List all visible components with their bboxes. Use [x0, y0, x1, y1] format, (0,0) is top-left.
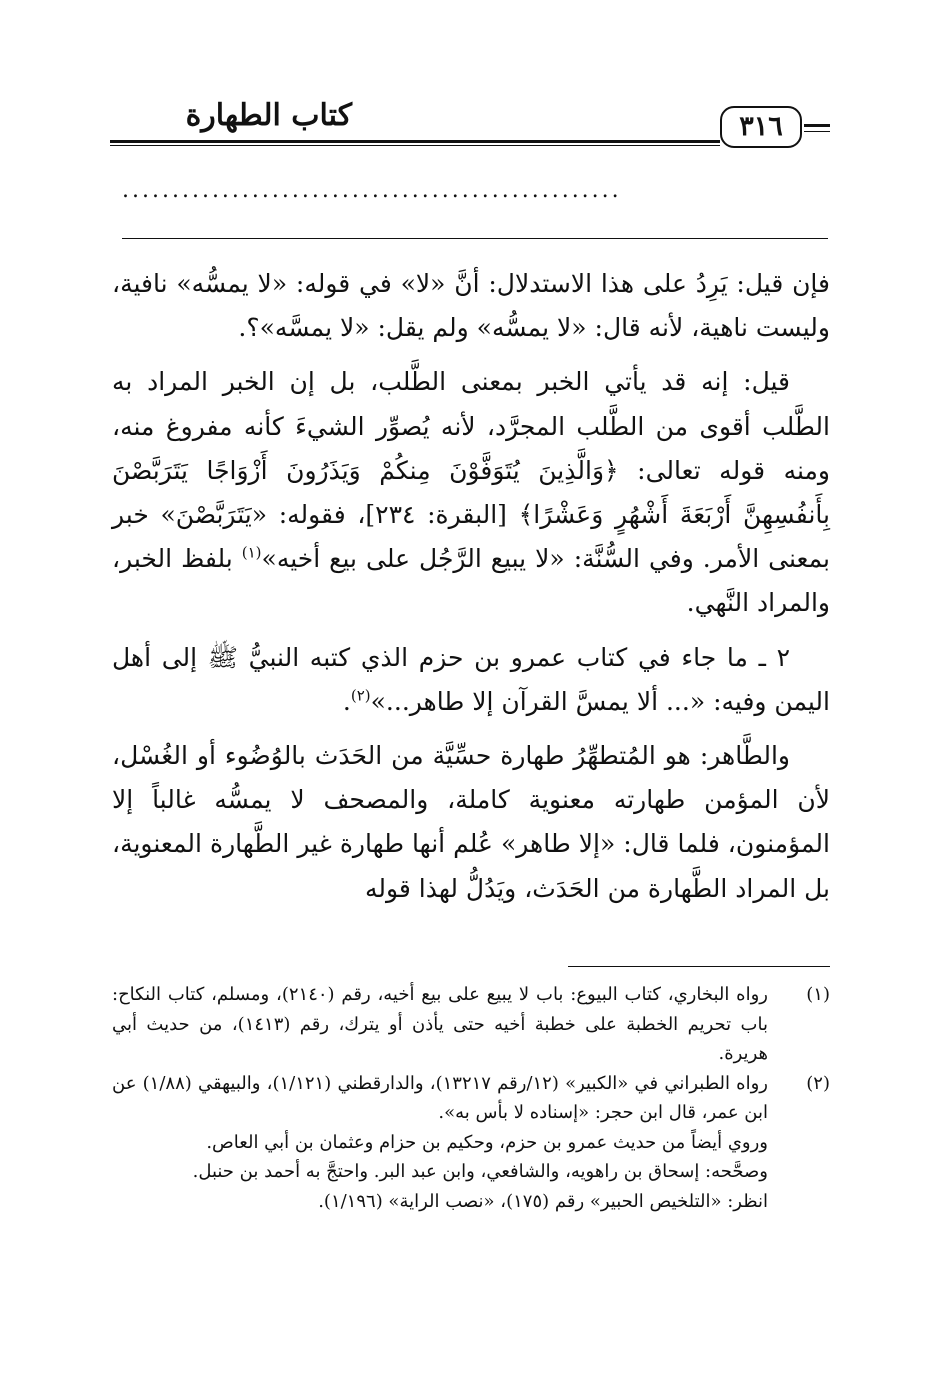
- paragraph-objection: فإن قيل: يَرِدُ على هذا الاستدلال: أنَّ «لا» في قوله: «لا يمسُّه» نافية، وليست ناهية، لأنه قال: «لا يمسُّه» ولم يقل: «لا يمسَّه»؟.: [112, 269, 830, 343]
- paragraph-amr-letter: ٢ ـ ما جاء في كتاب عمرو بن حزم الذي كتبه النبيُّ ﷺ إلى أهل اليمن وفيه: «... ألا يمسَّ القرآن إلا طاهر...»$^{(٢)}$.: [112, 642, 830, 716]
- paragraph-reply: قيل: إنه قد يأتي الخبر بمعنى الطَّلب، بل إن الخبر المراد به الطَّلب أقوى من الطَّلب المجرَّد، لأنه يُصوِّر الشيءَ كأنه مفروغ منه، ومنه قوله تعالى: ﴿وَالَّذِينَ يُتَوَفَّوْنَ مِنكُمْ وَيَذَرُونَ أَزْوَاجًا يَتَرَبَّصْنَ بِأَنفُسِهِنَّ أَرْبَعَةَ أَشْهُرٍ وَعَشْرًا﴾ [البقرة: ٢٣٤]، فقوله: «يَتَرَبَّصْنَ» خبر بمعنى الأمر. وفي السُّنَّة: «لا يبيع الرَّجُل على بيع أخيه»$^{(١)}$ بلفظ الخبر، والمراد النَّهي.: [112, 367, 831, 618]
- header-tail-rule: [804, 124, 830, 127]
- footnote-1: [112, 980, 830, 1069]
- page-number: ٣١٦: [720, 106, 802, 148]
- paragraph-tahir: والطَّاهر: هو المُتطهِّرُ طهارة حسِّيَّة من الحَدَث بالوُضُوء أو الغُسْل، لأن المؤمن طهارته معنوية كاملة، والمصحف لا يمسُّه غالباً إلا المؤمنون، فلما قال: «إلا طاهر» عُلم أنها طهارة غير الطَّهارة المعنوية، بل المراد الطَّهارة من الحَدَث، ويَدُلُّ لهذا قوله: [112, 741, 830, 903]
- header-tail-rule-thin: [804, 131, 830, 132]
- footnote-rule: [568, 966, 830, 967]
- footnote-text: وروي أيضاً من حديث عمرو بن حزم، وحكيم بن حزام وعثمان بن أبي العاص.: [206, 1131, 768, 1153]
- footnote-text: رواه الطبراني في «الكبير» (١٢/رقم ١٣٢١٧)، والدارقطني (١/١٢١)، والبيهقي (١/٨٨) عن ابن عمر، قال ابن حجر: «إسناده لا بأس به».: [112, 1072, 768, 1123]
- header-rule-thin: [110, 145, 720, 146]
- footnote-text: انظر: «التلخيص الحبير» رقم (١٧٥)، «نصب الراية» (١/١٩٦).: [318, 1190, 768, 1212]
- footnote-text: وصحَّحه: إسحاق بن راهويه، والشافعي، وابن عبد البر. واحتجَّ به أحمد بن حنبل.: [192, 1161, 768, 1182]
- header-rule: [110, 140, 720, 143]
- footnote-2: [112, 1069, 830, 1217]
- footnotes: [112, 980, 830, 1216]
- page-header: [110, 88, 830, 158]
- chapter-title: كتاب الطهارة: [185, 98, 352, 133]
- footnote-ref-1[interactable]: (١): [241, 543, 262, 562]
- footnote-text: رواه البخاري، كتاب البيوع: باب لا يبيع على بيع أخيه، رقم (٢١٤٠)، ومسلم، كتاب النكاح: باب تحريم الخطبة على خطبة أخيه حتى يأذن أو يترك، رقم (١٤١٣)، من حديث أبي هريرة.: [112, 984, 769, 1064]
- main-text: [112, 262, 830, 921]
- footnote-number: (٢): [806, 1072, 830, 1094]
- dotted-separator: ..................................................: [122, 180, 622, 202]
- section-rule: [122, 238, 828, 239]
- footnote-ref-2[interactable]: (٢): [350, 686, 371, 705]
- footnote-number: (١): [806, 984, 830, 1005]
